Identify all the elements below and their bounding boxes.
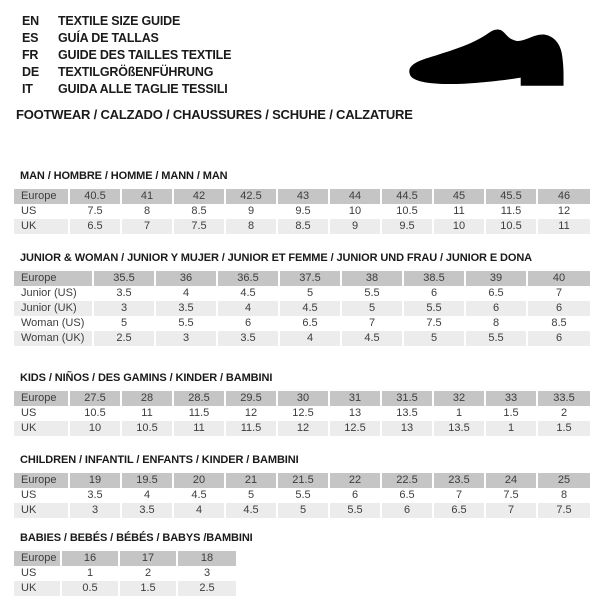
size-cell: 28 bbox=[122, 391, 174, 406]
size-cell: 10.5 bbox=[122, 421, 174, 436]
size-cell: 8 bbox=[466, 316, 528, 331]
size-cell: 39 bbox=[466, 271, 528, 286]
size-cell: 42.5 bbox=[226, 189, 278, 204]
size-cell: 3 bbox=[94, 301, 156, 316]
row-label: US bbox=[14, 406, 70, 421]
size-cell: 37.5 bbox=[280, 271, 342, 286]
size-table-kids bbox=[14, 391, 590, 436]
size-cell: 17 bbox=[120, 551, 178, 566]
size-cell: 6.5 bbox=[466, 286, 528, 301]
size-cell: 27.5 bbox=[70, 391, 122, 406]
size-cell: 4.5 bbox=[342, 331, 404, 346]
language-title: TEXTILE SIZE GUIDE bbox=[58, 14, 181, 28]
size-cell: 38.5 bbox=[404, 271, 466, 286]
row-label: US bbox=[14, 566, 62, 581]
size-cell: 4 bbox=[122, 488, 174, 503]
row-label: UK bbox=[14, 219, 70, 234]
size-cell: 6.5 bbox=[382, 488, 434, 503]
language-title: GUIDE DES TAILLES TEXTILE bbox=[58, 48, 232, 62]
size-cell: 10 bbox=[70, 421, 122, 436]
row-label: Junior (US) bbox=[14, 286, 94, 301]
size-cell: 3.5 bbox=[156, 301, 218, 316]
size-cell: 5 bbox=[94, 316, 156, 331]
size-cell: 6 bbox=[404, 286, 466, 301]
size-cell: 33 bbox=[486, 391, 538, 406]
size-cell: 6.5 bbox=[70, 219, 122, 234]
size-row bbox=[14, 406, 590, 421]
size-cell: 24 bbox=[486, 473, 538, 488]
size-cell: 2.5 bbox=[178, 581, 236, 596]
size-cell: 4.5 bbox=[218, 286, 280, 301]
size-cell: 4 bbox=[156, 286, 218, 301]
row-label: Europe bbox=[14, 189, 70, 204]
row-label: Europe bbox=[14, 473, 70, 488]
size-cell: 40.5 bbox=[70, 189, 122, 204]
size-cell: 12.5 bbox=[330, 421, 382, 436]
size-section-children bbox=[14, 454, 590, 518]
language-title: TEXTILGRÖßENFÜHRUNG bbox=[58, 65, 214, 79]
size-cell: 7 bbox=[486, 503, 538, 518]
size-cell: 5 bbox=[342, 301, 404, 316]
size-cell: 4 bbox=[218, 301, 280, 316]
size-cell: 3 bbox=[178, 566, 236, 581]
size-cell: 7.5 bbox=[70, 204, 122, 219]
size-cell: 44.5 bbox=[382, 189, 434, 204]
language-code: IT bbox=[22, 82, 33, 96]
size-cell: 3.5 bbox=[122, 503, 174, 518]
size-cell: 31.5 bbox=[382, 391, 434, 406]
size-cell: 13.5 bbox=[382, 406, 434, 421]
size-cell: 5 bbox=[226, 488, 278, 503]
row-label: Junior (UK) bbox=[14, 301, 94, 316]
size-cell: 3.5 bbox=[218, 331, 280, 346]
size-cell: 10 bbox=[330, 204, 382, 219]
language-code: DE bbox=[22, 65, 39, 79]
category-title: FOOTWEAR / CALZADO / CHAUSSURES / SCHUHE / CALZATURE bbox=[16, 107, 413, 122]
section-title-man: MAN / HOMBRE / HOMME / MANN / MAN bbox=[20, 170, 228, 182]
size-cell: 2 bbox=[120, 566, 178, 581]
size-cell: 9 bbox=[226, 204, 278, 219]
size-cell: 2.5 bbox=[94, 331, 156, 346]
size-cell: 12 bbox=[538, 204, 590, 219]
size-cell: 22 bbox=[330, 473, 382, 488]
size-cell: 13 bbox=[330, 406, 382, 421]
size-cell: 11 bbox=[122, 406, 174, 421]
size-cell: 7.5 bbox=[486, 488, 538, 503]
size-cell: 7 bbox=[342, 316, 404, 331]
size-cell: 5 bbox=[280, 286, 342, 301]
size-cell: 10.5 bbox=[486, 219, 538, 234]
size-cell: 8.5 bbox=[174, 204, 226, 219]
size-cell: 28.5 bbox=[174, 391, 226, 406]
size-cell: 8 bbox=[226, 219, 278, 234]
size-cell: 7.5 bbox=[404, 316, 466, 331]
size-cell: 1.5 bbox=[486, 406, 538, 421]
size-cell: 9.5 bbox=[278, 204, 330, 219]
row-label: Woman (US) bbox=[14, 316, 94, 331]
size-cell: 5.5 bbox=[342, 286, 404, 301]
language-code: EN bbox=[22, 14, 39, 28]
size-cell: 8.5 bbox=[528, 316, 590, 331]
size-cell: 4 bbox=[174, 503, 226, 518]
size-cell: 13.5 bbox=[434, 421, 486, 436]
size-cell: 6 bbox=[528, 331, 590, 346]
size-cell: 5 bbox=[278, 503, 330, 518]
size-cell: 40 bbox=[528, 271, 590, 286]
size-cell: 5 bbox=[404, 331, 466, 346]
size-cell: 20 bbox=[174, 473, 226, 488]
size-cell: 4.5 bbox=[226, 503, 278, 518]
size-cell: 44 bbox=[330, 189, 382, 204]
size-header-row bbox=[14, 551, 236, 566]
size-cell: 4.5 bbox=[280, 301, 342, 316]
size-cell: 8 bbox=[538, 488, 590, 503]
size-cell: 13 bbox=[382, 421, 434, 436]
row-label: UK bbox=[14, 503, 70, 518]
language-code: FR bbox=[22, 48, 39, 62]
size-cell: 8.5 bbox=[278, 219, 330, 234]
size-cell: 41 bbox=[122, 189, 174, 204]
size-cell: 7 bbox=[122, 219, 174, 234]
size-header-row bbox=[14, 391, 590, 406]
size-cell: 10 bbox=[434, 219, 486, 234]
size-cell: 3 bbox=[156, 331, 218, 346]
size-cell: 4 bbox=[280, 331, 342, 346]
size-cell: 22.5 bbox=[382, 473, 434, 488]
size-cell: 12.5 bbox=[278, 406, 330, 421]
size-cell: 1.5 bbox=[538, 421, 590, 436]
size-row bbox=[14, 581, 236, 596]
row-label: UK bbox=[14, 581, 62, 596]
size-cell: 6 bbox=[528, 301, 590, 316]
size-cell: 0.5 bbox=[62, 581, 120, 596]
size-cell: 5.5 bbox=[330, 503, 382, 518]
row-label: UK bbox=[14, 421, 70, 436]
size-table-junior bbox=[14, 271, 590, 346]
size-cell: 12 bbox=[226, 406, 278, 421]
size-cell: 46 bbox=[538, 189, 590, 204]
size-cell: 33.5 bbox=[538, 391, 590, 406]
row-label: Europe bbox=[14, 271, 94, 286]
size-cell: 11 bbox=[538, 219, 590, 234]
size-cell: 10.5 bbox=[70, 406, 122, 421]
size-cell: 4.5 bbox=[174, 488, 226, 503]
size-cell: 31 bbox=[330, 391, 382, 406]
size-cell: 3.5 bbox=[94, 286, 156, 301]
size-cell: 36.5 bbox=[218, 271, 280, 286]
size-cell: 45.5 bbox=[486, 189, 538, 204]
language-title: GUIDA ALLE TAGLIE TESSILI bbox=[58, 82, 228, 96]
size-row bbox=[14, 316, 590, 331]
size-section-kids bbox=[14, 372, 590, 436]
size-cell: 11.5 bbox=[486, 204, 538, 219]
header bbox=[0, 0, 600, 122]
size-cell: 6.5 bbox=[434, 503, 486, 518]
size-cell: 23.5 bbox=[434, 473, 486, 488]
size-cell: 11 bbox=[174, 421, 226, 436]
size-row bbox=[14, 219, 590, 234]
size-cell: 5.5 bbox=[404, 301, 466, 316]
section-title-children: CHILDREN / INFANTIL / ENFANTS / KINDER / BAMBINI bbox=[20, 454, 299, 466]
size-tables bbox=[14, 170, 590, 596]
size-row bbox=[14, 566, 236, 581]
size-cell: 3 bbox=[70, 503, 122, 518]
size-cell: 6.5 bbox=[280, 316, 342, 331]
size-cell: 36 bbox=[156, 271, 218, 286]
row-label: Woman (UK) bbox=[14, 331, 94, 346]
size-cell: 5.5 bbox=[278, 488, 330, 503]
size-table-man bbox=[14, 189, 590, 234]
size-cell: 45 bbox=[434, 189, 486, 204]
section-title-junior: JUNIOR & WOMAN / JUNIOR Y MUJER / JUNIOR ET FEMME / JUNIOR UND FRAU / JUNIOR E DONA bbox=[20, 252, 533, 264]
size-row bbox=[14, 301, 590, 316]
size-cell: 3.5 bbox=[70, 488, 122, 503]
size-cell: 6 bbox=[218, 316, 280, 331]
size-cell: 38 bbox=[342, 271, 404, 286]
size-row bbox=[14, 503, 590, 518]
size-cell: 11.5 bbox=[226, 421, 278, 436]
size-cell: 32 bbox=[434, 391, 486, 406]
size-table-children bbox=[14, 473, 590, 518]
size-cell: 42 bbox=[174, 189, 226, 204]
section-title-babies: BABIES / BEBÉS / BÉBÉS / BABYS /BAMBINI bbox=[20, 532, 253, 544]
size-section-junior bbox=[14, 252, 590, 346]
size-cell: 1 bbox=[434, 406, 486, 421]
size-cell: 30 bbox=[278, 391, 330, 406]
language-code: ES bbox=[22, 31, 39, 45]
size-cell: 18 bbox=[178, 551, 236, 566]
size-cell: 25 bbox=[538, 473, 590, 488]
size-cell: 1 bbox=[62, 566, 120, 581]
size-cell: 12 bbox=[278, 421, 330, 436]
size-row bbox=[14, 488, 590, 503]
size-cell: 9.5 bbox=[382, 219, 434, 234]
size-cell: 11 bbox=[434, 204, 486, 219]
size-row bbox=[14, 204, 590, 219]
size-cell: 6 bbox=[330, 488, 382, 503]
size-section-babies bbox=[14, 532, 590, 596]
size-cell: 6 bbox=[382, 503, 434, 518]
size-cell: 5.5 bbox=[156, 316, 218, 331]
size-cell: 43 bbox=[278, 189, 330, 204]
size-header-row bbox=[14, 271, 590, 286]
size-cell: 35.5 bbox=[94, 271, 156, 286]
size-cell: 7 bbox=[528, 286, 590, 301]
size-cell: 7.5 bbox=[538, 503, 590, 518]
size-row bbox=[14, 421, 590, 436]
row-label: US bbox=[14, 204, 70, 219]
size-cell: 1 bbox=[486, 421, 538, 436]
size-cell: 1.5 bbox=[120, 581, 178, 596]
size-cell: 6 bbox=[466, 301, 528, 316]
size-cell: 10.5 bbox=[382, 204, 434, 219]
size-cell: 19 bbox=[70, 473, 122, 488]
section-title-kids: KIDS / NIÑOS / DES GAMINS / KINDER / BAMBINI bbox=[20, 372, 273, 384]
size-cell: 21 bbox=[226, 473, 278, 488]
size-cell: 7.5 bbox=[174, 219, 226, 234]
row-label: Europe bbox=[14, 391, 70, 406]
size-cell: 21.5 bbox=[278, 473, 330, 488]
row-label: Europe bbox=[14, 551, 62, 566]
size-cell: 2 bbox=[538, 406, 590, 421]
size-header-row bbox=[14, 189, 590, 204]
size-cell: 9 bbox=[330, 219, 382, 234]
shoe-icon bbox=[395, 22, 579, 104]
size-row bbox=[14, 331, 590, 346]
size-header-row bbox=[14, 473, 590, 488]
row-label: US bbox=[14, 488, 70, 503]
size-cell: 11.5 bbox=[174, 406, 226, 421]
size-cell: 7 bbox=[434, 488, 486, 503]
size-table-babies bbox=[14, 551, 236, 596]
size-cell: 16 bbox=[62, 551, 120, 566]
size-cell: 5.5 bbox=[466, 331, 528, 346]
size-row bbox=[14, 286, 590, 301]
language-title: GUÍA DE TALLAS bbox=[58, 31, 159, 45]
size-cell: 19.5 bbox=[122, 473, 174, 488]
size-section-man bbox=[14, 170, 590, 234]
size-cell: 8 bbox=[122, 204, 174, 219]
size-cell: 29.5 bbox=[226, 391, 278, 406]
